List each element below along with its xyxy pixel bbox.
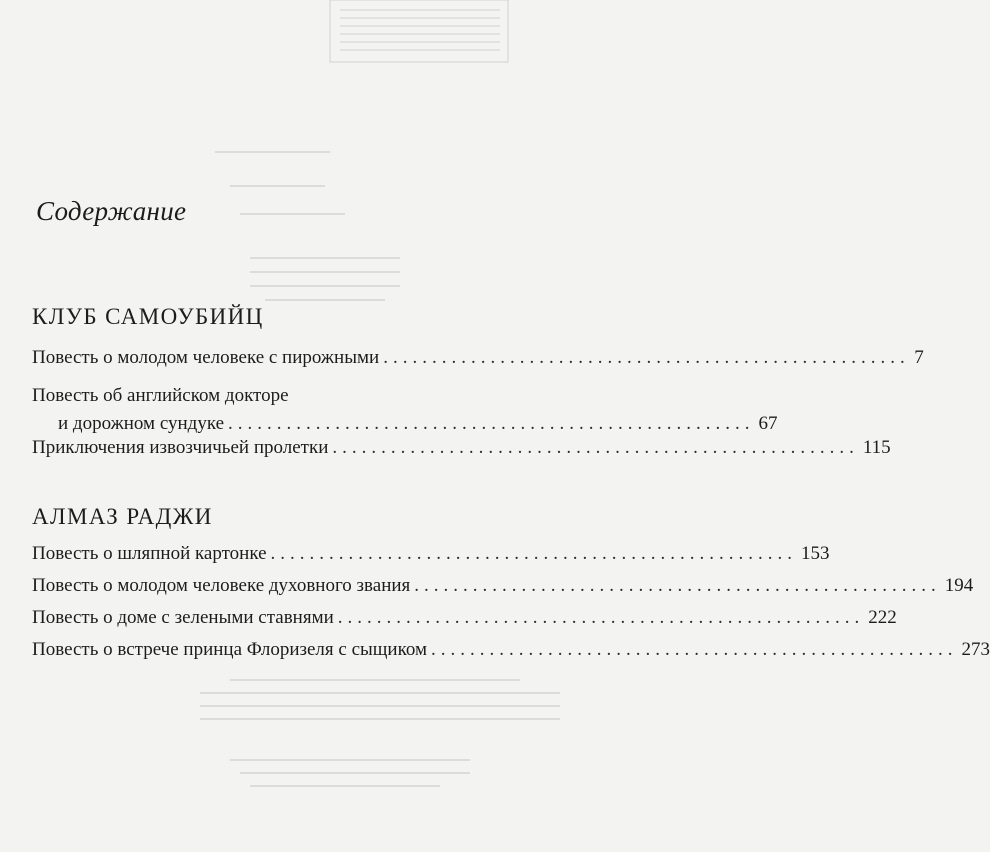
contents-heading: Содержание [36, 196, 187, 226]
entry-title: Повесть о доме с зелеными ставнями [32, 607, 334, 628]
toc-entry[interactable] [32, 606, 897, 630]
toc-entry[interactable] [32, 542, 830, 566]
dot-leader: ...................................................... [332, 437, 859, 458]
page-number: 115 [862, 437, 891, 458]
dot-leader: ...................................................... [270, 543, 798, 564]
toc-entry[interactable] [32, 384, 778, 436]
toc-entry[interactable] [32, 638, 990, 662]
entry-title: Повесть о шляпной картонке [32, 543, 267, 564]
page-number: 222 [868, 607, 897, 628]
toc-entry[interactable] [32, 346, 924, 370]
toc-entry[interactable] [32, 436, 891, 460]
dot-leader: ...................................................... [337, 607, 865, 628]
entry-title: Приключения извозчичьей пролетки [32, 437, 329, 458]
entry-title-continued: и дорожном сундуке [58, 413, 225, 434]
page-number: 7 [914, 347, 924, 368]
page-number: 273 [961, 639, 990, 660]
dot-leader: ...................................................... [228, 413, 755, 434]
page-number: 67 [758, 413, 778, 434]
entry-title: Повесть о молодом человеке духовного звания [32, 575, 411, 596]
section-title-diamond: АЛМАЗ РАДЖИ [32, 504, 213, 529]
dot-leader: ...................................................... [431, 639, 958, 660]
page-number: 153 [801, 543, 830, 564]
section-title-club: КЛУБ САМОУБИЙЦ [32, 304, 264, 329]
entry-title: Повесть о молодом человеке с пирожными [32, 347, 380, 368]
dot-leader: ...................................................... [383, 347, 910, 368]
dot-leader: ...................................................... [414, 575, 941, 596]
entry-title: Повесть об английском докторе [32, 385, 289, 406]
toc-entry[interactable] [32, 574, 974, 598]
page-number: 194 [944, 575, 974, 596]
entry-title: Повесть о встрече принца Флоризеля с сыщиком [32, 639, 428, 660]
